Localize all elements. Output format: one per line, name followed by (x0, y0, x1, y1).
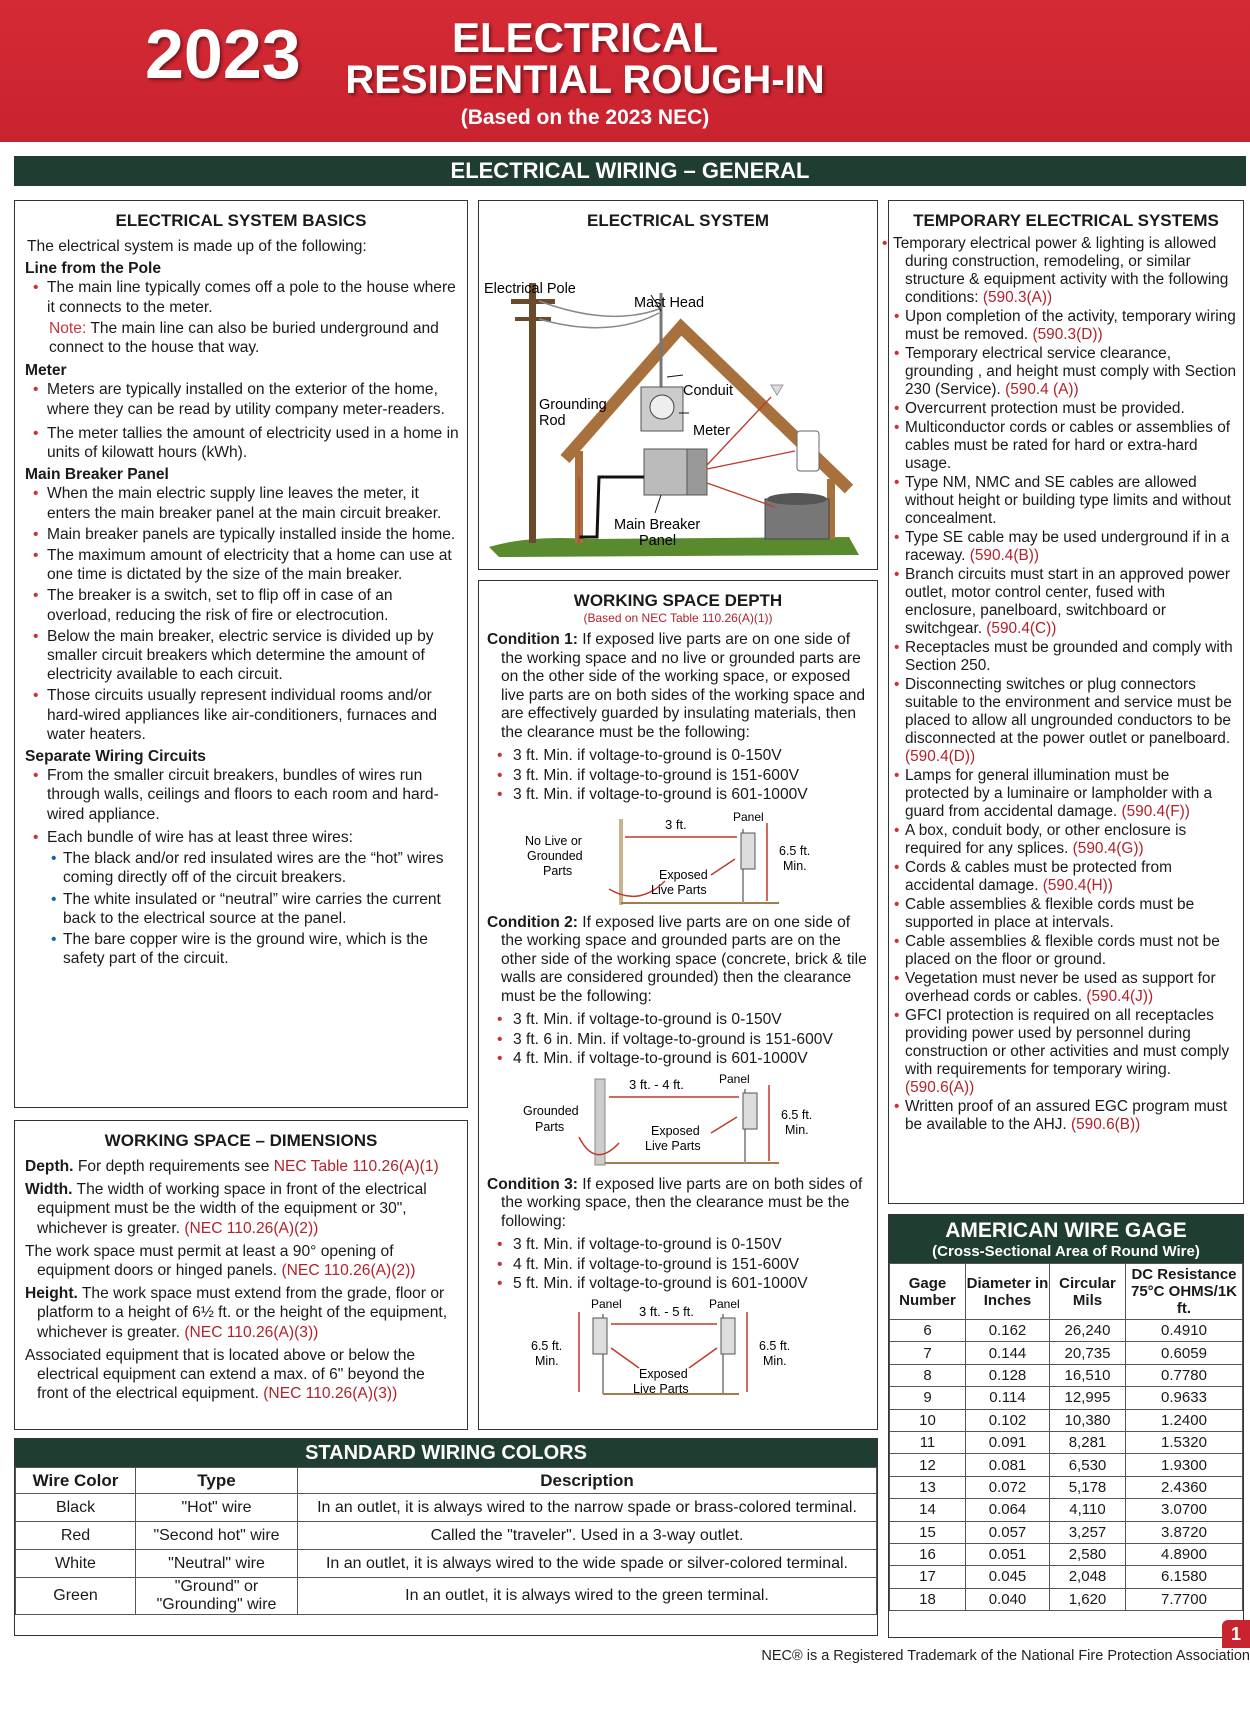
height-ref: (NEC 110.26(A)(3)) (184, 1323, 319, 1341)
c2-panel-label: Panel (719, 1072, 750, 1086)
height-para (15, 1284, 467, 1342)
temporary-item-ref: (590.4(B)) (969, 547, 1039, 564)
awg-cell: 12,995 (1050, 1387, 1126, 1409)
basics-intro: The electrical system is made up of the following: (27, 238, 367, 255)
awg-cell: 5,178 (1050, 1476, 1126, 1498)
awg-cell: 7.7700 (1126, 1588, 1243, 1610)
condition-2-diagram (479, 1073, 875, 1169)
colors-cell-color: Red (16, 1522, 136, 1550)
c2-exposed-1: Exposed (651, 1123, 700, 1138)
awg-title: AMERICAN WIRE GAGE (945, 1219, 1187, 1242)
temporary-item-text: Cords & cables must be protected from accidental damage. (905, 859, 1172, 894)
temporary-item-ref: (590.3(D)) (1032, 326, 1103, 343)
ceiling-light (771, 385, 783, 395)
label-panel: Panel (639, 533, 677, 549)
panel-bullet: • Main breaker panels are typically installed inside the home. (15, 525, 467, 544)
temporary-item-text: Receptacles must be grounded and comply with Section 250. (905, 639, 1233, 674)
height2-para (15, 1346, 467, 1404)
c2-item: • 3 ft. 6 in. Min. if voltage-to-ground is 151-600V (479, 1030, 877, 1050)
awg-cell: 1,620 (1050, 1588, 1126, 1610)
awg-row (890, 1320, 1243, 1342)
meter-dial (650, 395, 674, 419)
temporary-item-text: GFCI protection is required on all receptacles providing power used by personnel during construction or other activities and must comply with requirements for temporary wiring. (905, 1007, 1230, 1078)
depth-label: Depth. (25, 1158, 74, 1175)
colors-cell-desc: In an outlet, it is always wired to the narrow spade or brass-colored terminal. (298, 1494, 877, 1522)
colors-cell-color: Black (16, 1494, 136, 1522)
wiring-heading: Separate Wiring Circuits (25, 748, 206, 766)
breaker-panel (644, 449, 690, 495)
colors-cell-desc: Called the "traveler". Used in a 3-way outlet. (298, 1522, 877, 1550)
condition-1-diagram (479, 809, 875, 907)
awg-cell: 0.081 (966, 1454, 1050, 1476)
arrow (707, 451, 795, 469)
c3-label: Condition 3: (487, 1175, 578, 1193)
awg-cell: 0.091 (966, 1431, 1050, 1453)
meter-heading: Meter (25, 362, 67, 380)
pointer-arrow (611, 1348, 639, 1368)
pointer-arrow (689, 1348, 717, 1368)
colors-row (16, 1522, 877, 1550)
temporary-item-text: Multiconductor cords or cables or assemblies of cables must be rated for hard or extra-hard usage. (905, 419, 1231, 472)
awg-cell: 0.144 (966, 1342, 1050, 1364)
arrow (707, 483, 775, 507)
temporary-item (889, 933, 1243, 969)
awg-header (889, 1215, 1243, 1263)
temporary-item-ref: (590.4 (A)) (1005, 381, 1079, 398)
wiring-bullet: • From the smaller circuit breakers, bundles of wires run through walls, ceilings and floors to each room and hard-wired appliance. (15, 766, 467, 824)
pointer-arrow (711, 1117, 737, 1133)
temporary-item-text: Type NM, NMC and SE cables are allowed without height or building type limits and without concealment. (905, 474, 1231, 527)
wire-subbullet: • The white insulated or “neutral” wire carries the current back to the electrical source at the panel. (15, 890, 467, 928)
awg-row (890, 1499, 1243, 1521)
awg-row (890, 1566, 1243, 1588)
panel-box (743, 1093, 757, 1129)
awg-cell: 8,281 (1050, 1431, 1126, 1453)
temporary-title: TEMPORARY ELECTRICAL SYSTEMS (913, 211, 1219, 230)
label-rod: Rod (539, 413, 566, 429)
height2-text: Associated equipment that is located above or below the electrical equipment can extend a max. of 6" beyond the front of the electrical equipment. (25, 1346, 425, 1403)
temporary-item-text: Type SE cable may be used underground if in a raceway. (905, 529, 1230, 564)
note-text: The main line can also be buried underground and connect to the house that way. (49, 319, 439, 357)
label-conduit: Conduit (683, 383, 733, 399)
awg-cell: 0.4910 (1126, 1320, 1243, 1342)
c3-exposed-2: Live Parts (633, 1381, 689, 1396)
c1-distance: 3 ft. (665, 816, 687, 832)
colors-cell-color: Green (16, 1578, 136, 1615)
awg-cell: 8 (890, 1364, 966, 1386)
basics-title: ELECTRICAL SYSTEM BASICS (115, 211, 367, 230)
temporary-item (889, 970, 1243, 1006)
awg-row (890, 1521, 1243, 1543)
temporary-item-text: Temporary electrical service clearance, grounding , and height must comply with Section 230 (Service). (905, 345, 1237, 398)
label-main-breaker: Main Breaker (614, 517, 701, 533)
colors-row (16, 1494, 877, 1522)
awg-cell: 3.0700 (1126, 1499, 1243, 1521)
c3-exposed-1: Exposed (639, 1366, 688, 1381)
c3-panel-left: Panel (591, 1297, 622, 1311)
colors-table (15, 1467, 877, 1615)
c1-item: • 3 ft. Min. if voltage-to-ground is 151-600V (479, 766, 877, 786)
colors-row (16, 1578, 877, 1615)
colors-cell-color: White (16, 1550, 136, 1578)
line-note (15, 319, 467, 357)
temporary-item (889, 400, 1243, 418)
temporary-item (889, 566, 1243, 638)
label-pole: Electrical Pole (484, 281, 576, 297)
awg-cell: 12 (890, 1454, 966, 1476)
depth-title: WORKING SPACE DEPTH (573, 591, 783, 610)
temporary-item (889, 676, 1243, 766)
temporary-item-ref: (590.4(H)) (1042, 877, 1113, 894)
temporary-list (889, 308, 1243, 1134)
colors-cell-type: "Second hot" wire (136, 1522, 298, 1550)
temporary-item-ref: (590.4(D)) (905, 748, 976, 765)
width-label: Width. (25, 1181, 73, 1199)
awg-row (890, 1588, 1243, 1610)
width-ref: (NEC 110.26(A)(2)) (184, 1219, 319, 1237)
width2-ref: (NEC 110.26(A)(2)) (281, 1262, 416, 1280)
awg-col-header: Gage Number (890, 1264, 966, 1320)
awg-row (890, 1431, 1243, 1453)
temporary-item-text: Cable assemblies & flexible cords must be supported in place at intervals. (905, 896, 1195, 931)
temporary-item-text: Lamps for general illumination must be protected by a luminaire or lampholder with a guard from accidental damage. (905, 767, 1213, 820)
awg-cell: 26,240 (1050, 1320, 1126, 1342)
awg-cell: 14 (890, 1499, 966, 1521)
temporary-item-ref: (590.6(B)) (1070, 1116, 1141, 1133)
basics-panel (14, 200, 468, 1108)
awg-cell: 0.057 (966, 1521, 1050, 1543)
awg-cell: 0.051 (966, 1543, 1050, 1565)
outlet (797, 431, 819, 471)
depth-text: For depth requirements see (73, 1158, 274, 1175)
c3-left-height-1: 6.5 ft. (531, 1338, 563, 1353)
colors-cell-desc: In an outlet, it is always wired to the green terminal. (298, 1578, 877, 1615)
temporary-item-text: A box, conduit body, or other enclosure is required for any splices. (905, 822, 1187, 857)
awg-col-header: DC Resistance 75°C OHMS/1K ft. (1126, 1264, 1243, 1320)
temporary-item-text: Branch circuits must start in an approved power outlet, motor control center, fused with enclosure, panelboard, switchboard or switchgear. (905, 566, 1231, 637)
pointer (667, 375, 683, 377)
temporary-item (889, 308, 1243, 344)
c1-left-label-2: Grounded (527, 848, 583, 863)
panel-bullet: • The breaker is a switch, set to flip off in case of an overload, reducing the risk of fire or electrocution. (15, 586, 467, 624)
temporary-item (889, 896, 1243, 932)
circuit-arrows (707, 397, 795, 507)
c2-left-label-2: Parts (535, 1119, 565, 1134)
colors-title: STANDARD WIRING COLORS (15, 1439, 877, 1467)
awg-row (890, 1409, 1243, 1431)
awg-cell: 20,735 (1050, 1342, 1126, 1364)
c1-exposed-2: Live Parts (651, 882, 707, 897)
temporary-item-text: Vegetation must never be used as support for overhead cords or cables. (905, 970, 1216, 1005)
temporary-item (889, 1098, 1243, 1134)
awg-cell: 0.7780 (1126, 1364, 1243, 1386)
c1-item: • 3 ft. Min. if voltage-to-ground is 0-150V (479, 746, 877, 766)
page-number: 1 (1222, 1620, 1250, 1648)
c1-height-2: Min. (783, 858, 807, 873)
awg-cell: 2.4360 (1126, 1476, 1243, 1498)
awg-cell: 0.102 (966, 1409, 1050, 1431)
awg-cell: 4.8900 (1126, 1543, 1243, 1565)
temporary-item (889, 859, 1243, 895)
right-panel-box (721, 1318, 735, 1354)
temporary-item-ref: (590.4(F)) (1121, 803, 1190, 820)
awg-row (890, 1476, 1243, 1498)
c2-text: If exposed live parts are on one side of the working space and grounded parts are on the other side of the working space (concrete, brick & tile walls are considered grounded) then the clearance must be the following: (501, 913, 867, 1005)
awg-cell: 1.9300 (1126, 1454, 1243, 1476)
temporary-item-text: Written proof of an assured EGC program must be available to the AHJ. (905, 1098, 1228, 1133)
temporary-item (889, 345, 1243, 399)
awg-row (890, 1454, 1243, 1476)
subtitle: (Based on the 2023 NEC) (460, 106, 710, 129)
depth-subtitle: (Based on NEC Table 110.26(A)(1)) (583, 611, 773, 625)
height2-ref: (NEC 110.26(A)(3)) (263, 1385, 398, 1403)
awg-cell: 0.128 (966, 1364, 1050, 1386)
colors-col-header: Description (298, 1468, 877, 1494)
awg-col-header: Circular Mils (1050, 1264, 1126, 1320)
awg-cell: 18 (890, 1588, 966, 1610)
dimensions-panel (14, 1120, 468, 1430)
temporary-item-text: Upon completion of the activity, temporary wiring must be removed. (905, 308, 1236, 343)
ac-fan (767, 493, 827, 505)
c2-item: • 4 ft. Min. if voltage-to-ground is 601-1000V (479, 1049, 877, 1069)
awg-cell: 10 (890, 1409, 966, 1431)
colors-col-header: Type (136, 1468, 298, 1494)
awg-cell: 0.040 (966, 1588, 1050, 1610)
label-grounding: Grounding (539, 397, 607, 413)
c3-panel-right: Panel (709, 1297, 740, 1311)
awg-cell: 3.8720 (1126, 1521, 1243, 1543)
colors-cell-type: "Neutral" wire (136, 1550, 298, 1578)
awg-row (890, 1364, 1243, 1386)
pointer-arrow (711, 859, 735, 875)
awg-cell: 0.072 (966, 1476, 1050, 1498)
c2-height-2: Min. (785, 1122, 809, 1137)
colors-panel (14, 1438, 878, 1636)
awg-row (890, 1387, 1243, 1409)
awg-row (890, 1543, 1243, 1565)
awg-cell: 0.045 (966, 1566, 1050, 1588)
temporary-item (889, 639, 1243, 675)
colors-row (16, 1550, 877, 1578)
colors-cell-type: "Hot" wire (136, 1494, 298, 1522)
awg-cell: 0.114 (966, 1387, 1050, 1409)
title-line-1: ELECTRICAL (452, 14, 718, 61)
c1-exposed-1: Exposed (659, 867, 708, 882)
c2-exposed-2: Live Parts (645, 1138, 701, 1153)
awg-cell: 2,580 (1050, 1543, 1126, 1565)
system-panel (478, 200, 878, 570)
meter-bullet: • Meters are typically installed on the exterior of the home, where they can be read by utility company meter-readers. (15, 380, 467, 418)
awg-cell: 2,048 (1050, 1566, 1126, 1588)
condition-2 (479, 914, 877, 1007)
temporary-item (889, 529, 1243, 565)
condition-3 (479, 1176, 877, 1232)
awg-panel (888, 1214, 1244, 1638)
temporary-item (889, 822, 1243, 858)
awg-cell: 17 (890, 1566, 966, 1588)
c2-height-1: 6.5 ft. (781, 1107, 813, 1122)
title-line-2: RESIDENTIAL ROUGH-IN (345, 58, 825, 102)
meter-bullet: • The meter tallies the amount of electricity used in a home in units of kilowatt hours (kWh). (15, 424, 467, 462)
temp-intro-ref: (590.3(A)) (982, 289, 1053, 306)
year: 2023 (145, 15, 301, 93)
awg-cell: 13 (890, 1476, 966, 1498)
footer-trademark: NEC® is a Registered Trademark of the National Fire Protection Association (761, 1648, 1250, 1664)
colors-cell-type: "Ground" or "Grounding" wire (136, 1578, 298, 1615)
depth-ref: NEC Table 110.26(A)(1) (273, 1158, 439, 1175)
awg-cell: 1.5320 (1126, 1431, 1243, 1453)
temporary-intro (889, 235, 1243, 307)
width2-para (15, 1242, 467, 1280)
dimensions-title: WORKING SPACE – DIMENSIONS (104, 1131, 378, 1150)
temporary-item-ref: (590.4(J)) (1086, 988, 1154, 1005)
grounded-wall (595, 1079, 605, 1165)
awg-table (889, 1263, 1243, 1611)
panel-heading: Main Breaker Panel (25, 466, 169, 484)
wire-subbullet: • The bare copper wire is the ground wire, which is the safety part of the circuit. (15, 930, 467, 968)
colors-col-header: Wire Color (16, 1468, 136, 1494)
panel-bullet: • When the main electric supply line leaves the meter, it enters the main breaker panel at the main circuit breaker. (15, 484, 467, 522)
awg-cell: 7 (890, 1342, 966, 1364)
line-heading: Line from the Pole (25, 260, 162, 278)
pointer (655, 495, 661, 513)
colors-cell-desc: In an outlet, it is always wired to the wide spade or silver-colored terminal. (298, 1550, 877, 1578)
c3-left-height-2: Min. (535, 1353, 559, 1368)
c2-item: • 3 ft. Min. if voltage-to-ground is 0-150V (479, 1010, 877, 1030)
awg-cell: 0.6059 (1126, 1342, 1243, 1364)
awg-cell: 1.2400 (1126, 1409, 1243, 1431)
section-banner: ELECTRICAL WIRING – GENERAL (14, 156, 1246, 186)
c2-label: Condition 2: (487, 913, 578, 931)
height-text: The work space must extend from the grade, floor or platform to a height of 6½ ft. or the height of the equipment, whichever is greater. (37, 1285, 448, 1341)
wire-subbullet: • The black and/or red insulated wires are the “hot” wires coming directly off of the circuit breakers. (15, 849, 467, 887)
header-banner (0, 0, 1250, 142)
temporary-panel (888, 200, 1244, 1204)
c3-text: If exposed live parts are on both sides of the working space, then the clearance must be the following: (501, 1175, 863, 1230)
awg-row (890, 1342, 1243, 1364)
awg-cell: 6,530 (1050, 1454, 1126, 1476)
width2-text: The work space must permit at least a 90° opening of equipment doors or hinged panels. (25, 1242, 394, 1280)
c2-distance: 3 ft. - 4 ft. (629, 1076, 684, 1092)
c3-right-height-2: Min. (763, 1353, 787, 1368)
panel-bullet: • Below the main breaker, electric service is divided up by smaller circuit breakers which determine the amount of electricity available to each circuit. (15, 627, 467, 685)
c3-right-height-1: 6.5 ft. (759, 1338, 791, 1353)
awg-cell: 0.9633 (1126, 1387, 1243, 1409)
c3-distance: 3 ft. - 5 ft. (639, 1303, 694, 1319)
awg-subtitle: (Cross-Sectional Area of Round Wire) (932, 1243, 1200, 1260)
depth-para (15, 1157, 467, 1176)
temp-intro-text: Temporary electrical power & lighting is allowed during construction, remodeling, or similar structure & equipment activity with the following conditions: (893, 235, 1229, 306)
condition-1 (479, 631, 877, 742)
awg-cell: 15 (890, 1521, 966, 1543)
c3-item: • 4 ft. Min. if voltage-to-ground is 151-600V (479, 1255, 877, 1275)
c1-left-label-1: No Live or (525, 833, 582, 848)
c3-item: • 5 ft. Min. if voltage-to-ground is 601-1000V (479, 1274, 877, 1294)
panel-bullet: • Those circuits usually represent individual rooms and/or hard-wired appliances like air-conditioners, furnaces and water heaters. (15, 686, 467, 744)
awg-cell: 11 (890, 1431, 966, 1453)
wiring-bullet: • Each bundle of wire has at least three wires: (15, 828, 467, 847)
temporary-item-ref: (590.4(C)) (986, 620, 1057, 637)
system-title: ELECTRICAL SYSTEM (587, 211, 769, 230)
awg-cell: 10,380 (1050, 1409, 1126, 1431)
left-panel-box (593, 1318, 607, 1354)
awg-cell: 0.064 (966, 1499, 1050, 1521)
temporary-item-ref: (590.6(A)) (905, 1079, 975, 1096)
note-label: Note: (49, 319, 87, 337)
system-diagram (479, 237, 875, 557)
awg-cell: 6.1580 (1126, 1566, 1243, 1588)
awg-cell: 4,110 (1050, 1499, 1126, 1521)
awg-cell: 16 (890, 1543, 966, 1565)
electrical-pole (529, 283, 536, 543)
line-bullet: • The main line typically comes off a pole to the house where it connects to the meter. (15, 278, 467, 316)
c1-text: If exposed live parts are on one side of the working space and no live or grounded parts are on the other side of the working space, or exposed live parts are on both sides of the working space and are effectively guarded by insulating materials, then the clearance must be the following: (501, 631, 866, 741)
awg-cell: 6 (890, 1320, 966, 1342)
temporary-item-ref: (590.4(G)) (1072, 840, 1144, 857)
temporary-item-text: Disconnecting switches or plug connectors suitable to the environment and service must be placed to allow all ungrounded conductors to be disconnected at the power outlet or panelboard. (905, 676, 1232, 747)
temporary-item-text: Cable assemblies & flexible cords must not be placed on the floor or ground. (905, 933, 1220, 968)
c2-left-label-1: Grounded (523, 1103, 579, 1118)
c1-label: Condition 1: (487, 631, 578, 648)
label-meter: Meter (693, 423, 731, 439)
awg-cell: 3,257 (1050, 1521, 1126, 1543)
c1-panel-label: Panel (733, 809, 764, 824)
temporary-item (889, 419, 1243, 473)
c3-item: • 3 ft. Min. if voltage-to-ground is 0-150V (479, 1235, 877, 1255)
depth-panel (478, 580, 878, 1430)
c1-item: • 3 ft. Min. if voltage-to-ground is 601-1000V (479, 785, 877, 805)
awg-cell: 0.162 (966, 1320, 1050, 1342)
temporary-item (889, 474, 1243, 528)
temporary-item (889, 1007, 1243, 1097)
temporary-item (889, 767, 1243, 821)
width-para (15, 1180, 467, 1238)
awg-cell: 16,510 (1050, 1364, 1126, 1386)
pole-crossarm (511, 299, 555, 304)
panel-bullet: • The maximum amount of electricity that a home can use at one time is dictated by the size of the main breaker. (15, 546, 467, 584)
height-label: Height. (25, 1285, 78, 1303)
c1-left-label-3: Parts (543, 863, 573, 878)
panel-door (687, 449, 707, 495)
c1-height-1: 6.5 ft. (779, 843, 811, 858)
width-text: The width of working space in front of the electrical equipment must be the width of the equipment or 30", whichever is greater. (37, 1181, 427, 1237)
temporary-item-text: Overcurrent protection must be provided. (905, 400, 1185, 417)
label-mast: Mast Head (634, 295, 705, 311)
awg-col-header: Diameter in Inches (966, 1264, 1050, 1320)
awg-cell: 9 (890, 1387, 966, 1409)
panel-box (741, 833, 755, 869)
condition-3-diagram (479, 1298, 875, 1402)
